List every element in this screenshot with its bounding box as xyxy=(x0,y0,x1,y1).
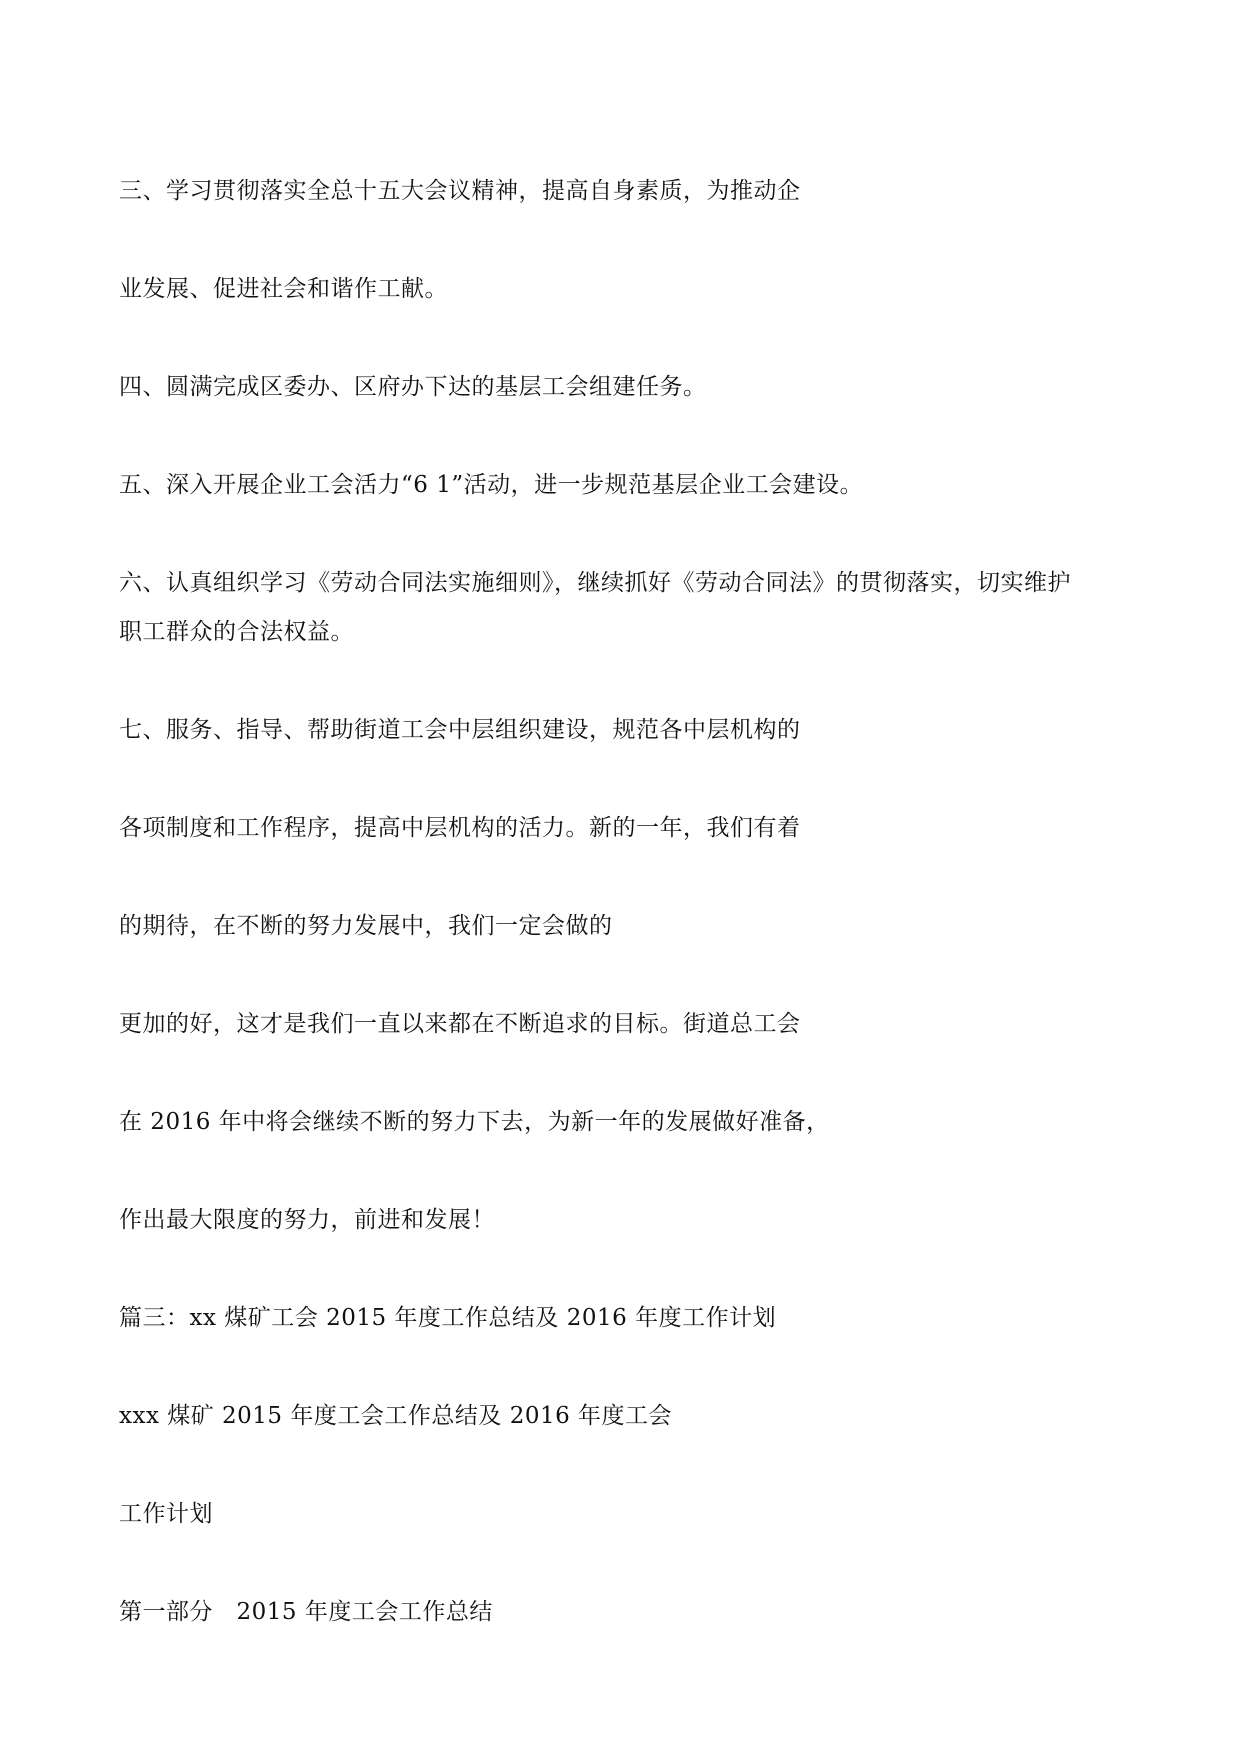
paragraph-item-5: 五、深入开展企业工会活力“6 1”活动，进一步规范基层企业工会建设。 xyxy=(119,472,864,498)
paragraph-item-7-line-4: 更加的好，这才是我们一直以来都在不断追求的目标。街道总工会 xyxy=(119,1011,801,1037)
paragraph-item-7-line-1: 七、服务、指导、帮助街道工会中层组织建设，规范各中层机构的 xyxy=(119,717,801,743)
report-title-line-1: xxx 煤矿 2015 年度工会工作总结及 2016 年度工会 xyxy=(119,1403,673,1429)
paragraph-item-7-line-5: 在 2016 年中将会继续不断的努力下去，为新一年的发展做好准备， xyxy=(119,1109,830,1135)
paragraph-item-4: 四、圆满完成区委办、区府办下达的基层工会组建任务。 xyxy=(119,374,707,400)
paragraph-item-6-line-1: 六、认真组织学习《劳动合同法实施细则》，继续抓好《劳动合同法》的贯彻落实，切实维护 xyxy=(119,570,1071,596)
paragraph-item-6-line-2: 职工群众的合法权益。 xyxy=(119,619,354,645)
section-heading-part-3: 篇三：xx 煤矿工会 2015 年度工作总结及 2016 年度工作计划 xyxy=(119,1305,777,1331)
report-title-line-2: 工作计划 xyxy=(119,1501,213,1527)
paragraph-item-7-line-3: 的期待，在不断的努力发展中，我们一定会做的 xyxy=(119,913,613,939)
paragraph-item-7-line-2: 各项制度和工作程序，提高中层机构的活力。新的一年，我们有着 xyxy=(119,815,801,841)
paragraph-item-3-line-2: 业发展、促进社会和谐作工献。 xyxy=(119,276,448,302)
paragraph-item-3-line-1: 三、学习贯彻落实全总十五大会议精神，提高自身素质，为推动企 xyxy=(119,178,801,204)
part-one-heading: 第一部分 2015 年度工会工作总结 xyxy=(119,1599,493,1625)
paragraph-item-7-line-6: 作出最大限度的努力，前进和发展！ xyxy=(119,1207,495,1233)
